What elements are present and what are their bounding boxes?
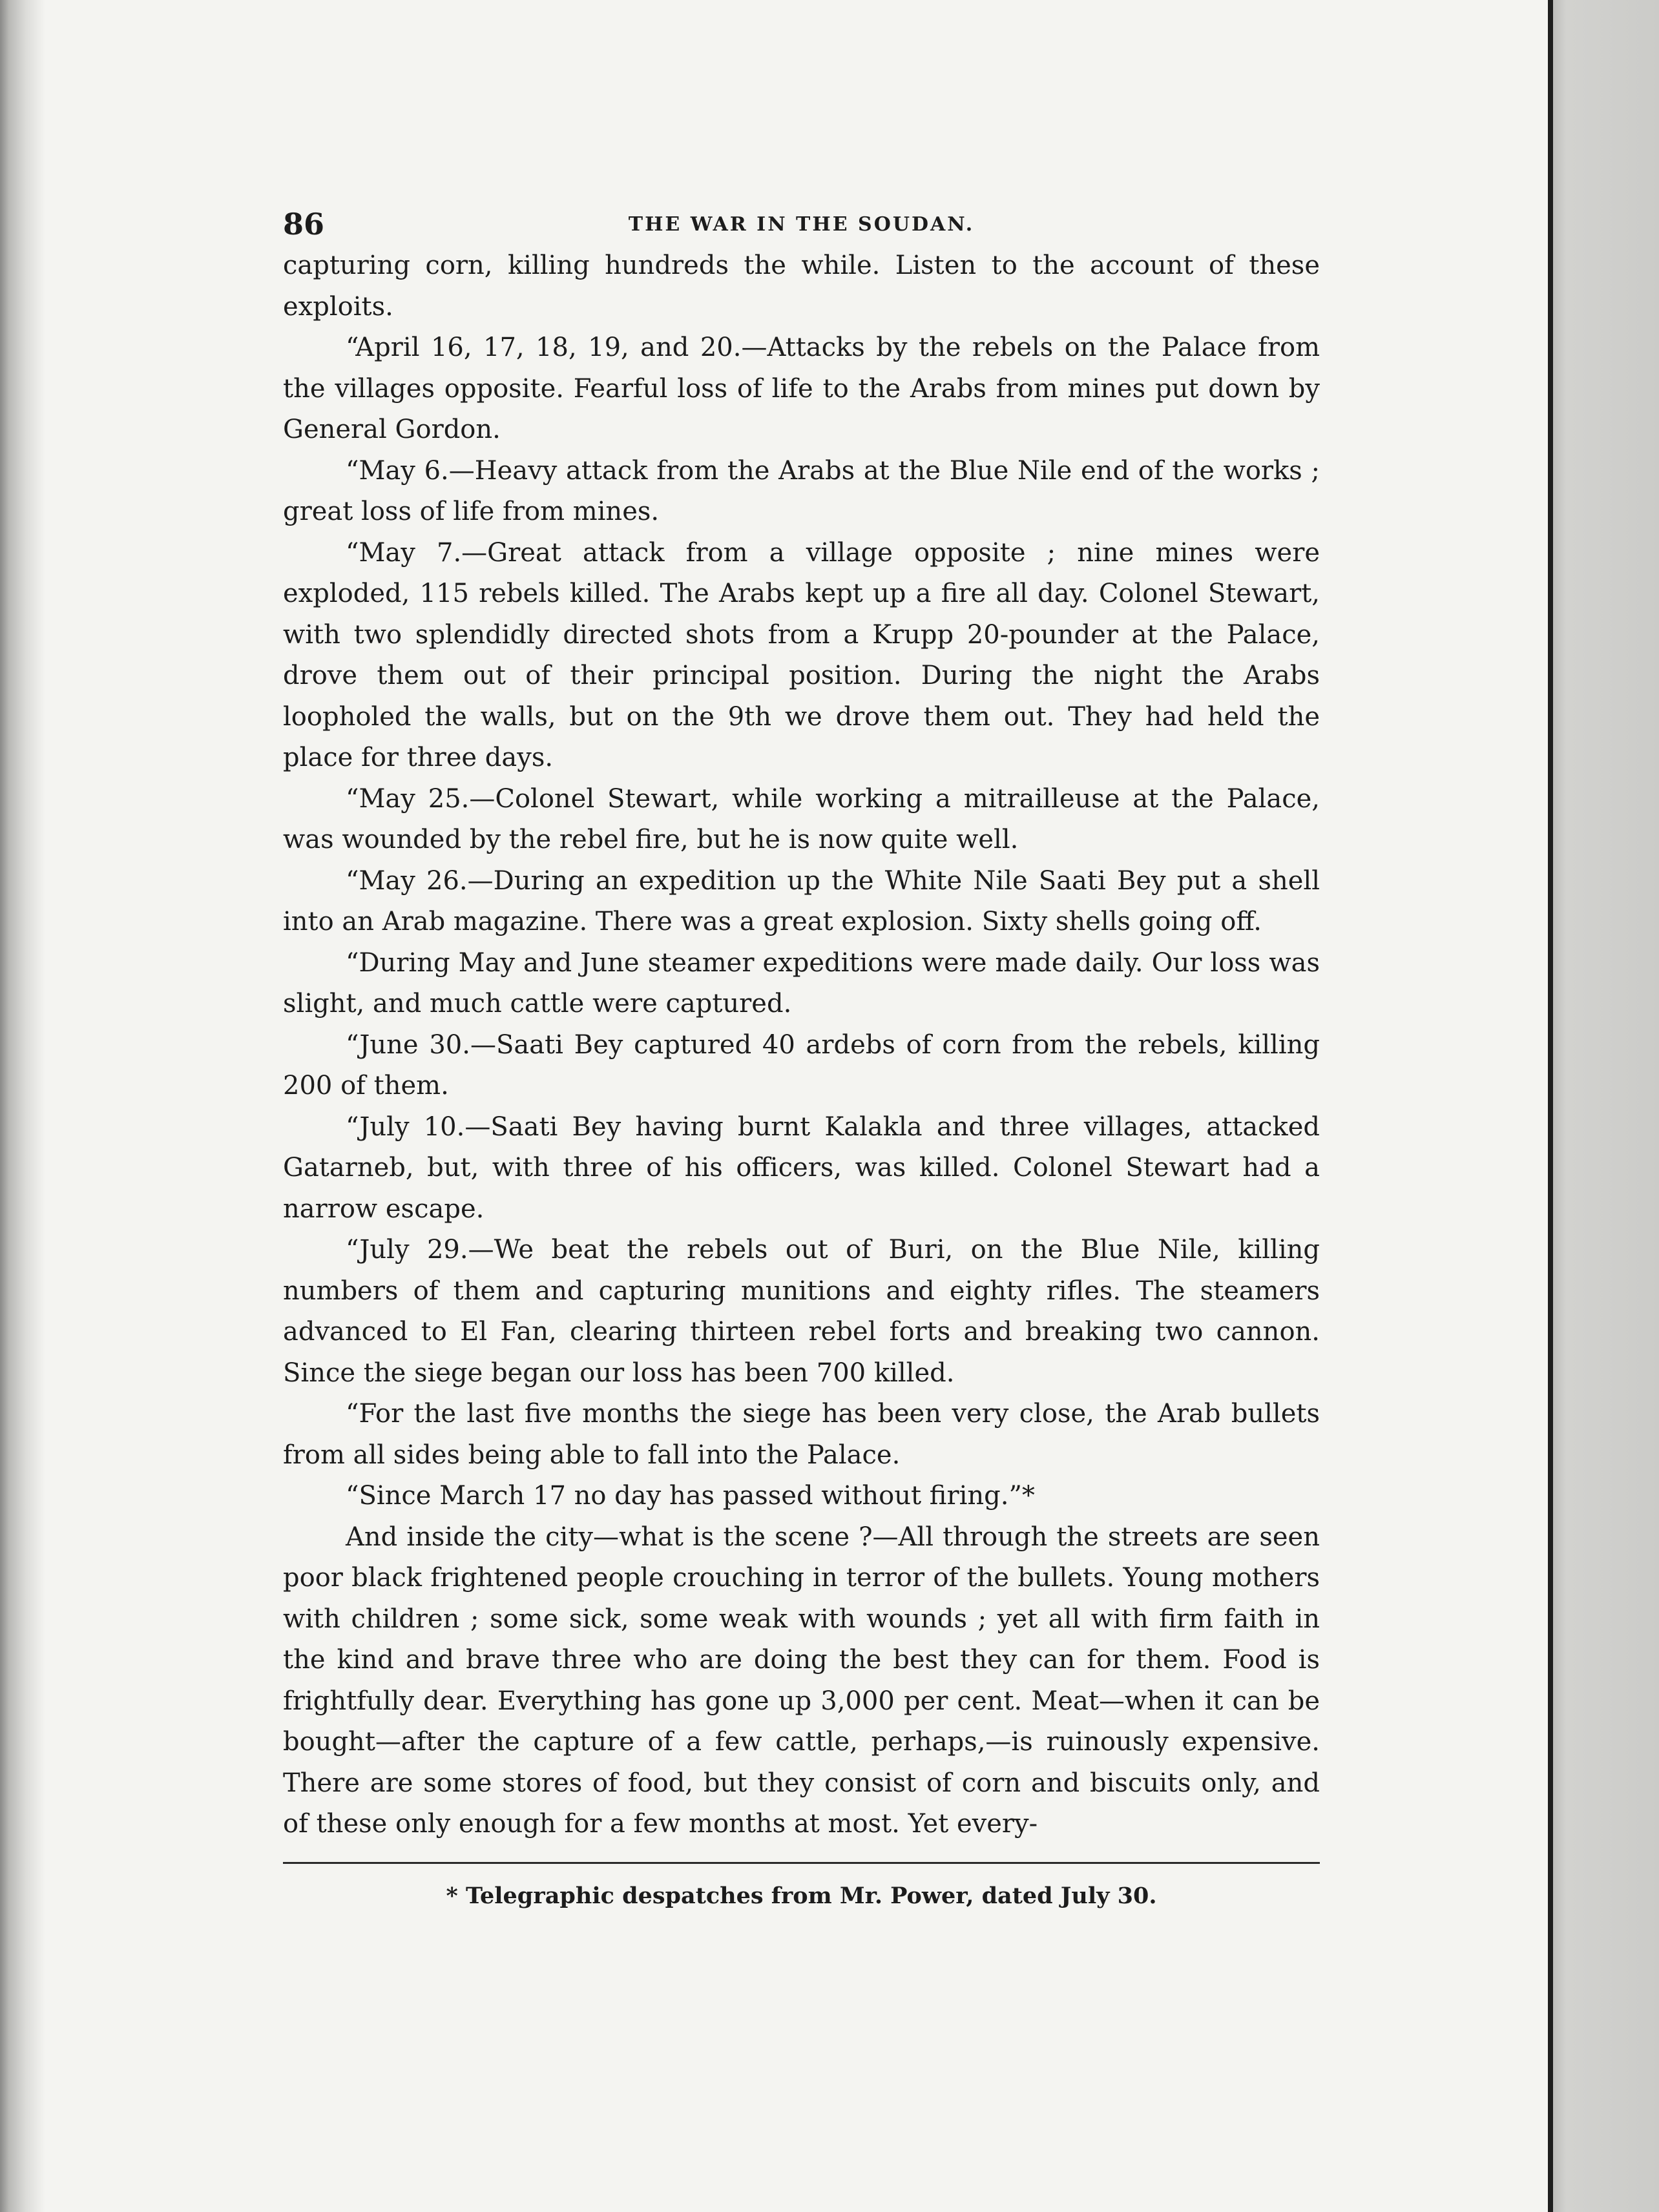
book-page [283,194,1320,1912]
page-number: 86 [283,207,325,242]
scan-right-edge [1548,0,1553,2212]
scan-left-edge [0,0,45,2212]
footnote: * Telegraphic despatches from Mr. Power, dated July 30. [446,1882,1157,1909]
paragraph: And inside the city—what is the scene ?—All through the streets are seen poor black frightened people crouching in terror of the bullets. Young mothers with children ; some sick, some weak with wounds ; yet all with firm faith in the kind and brave three who are doing the best they can for them. Food is frightfully dear. Everything has gone up 3,000 per cent. Meat—when it can be bought—after the capture of a few cattle, perhaps,—is ruinously expensive. There are some stores of food, but they consist of corn and biscuits only, and of these only enough for a few months at most. Yet every- [283,1522,1320,1839]
scan-next-page-shadow [1553,0,1659,2212]
paragraph: “April 16, 17, 18, 19, and 20.—Attacks by the rebels on the Palace from the villages opposite. Fearful loss of life to the Arabs from mines put down by General Gordon. [283,333,1320,444]
paragraph: “May 25.—Colonel Stewart, while working a mitrailleuse at the Palace, was wounded by the rebel fire, but he is now quite well. [283,783,1320,854]
paragraph: “For the last five months the siege has been very close, the Arab bullets from all sides being able to fall into the Palace. [283,1399,1320,1470]
running-head [283,194,1320,245]
paragraph: “July 29.—We beat the rebels out of Buri, on the Blue Nile, killing numbers of them and capturing munitions and eighty rifles. The steamers advanced to El Fan, clearing thirteen rebel forts and breaking two cannon. Since the siege began our loss has been 700 killed. [283,1235,1320,1388]
paragraph: “During May and June steamer expeditions were made daily. Our loss was slight, and much cattle were captured. [283,947,1320,1018]
paragraph: “May 7.—Great attack from a village opposite ; nine mines were exploded, 115 rebels killed. The Arabs kept up a fire all day. Colonel Stewart, with two splendidly directed shots from a Krupp 20-pounder at the Palace, drove them out of their principal position. During the night the Arabs loopholed the walls, but on the 9th we drove them out. They had held the place for three days. [283,537,1320,772]
running-title: THE WAR IN THE SOUDAN. [628,213,975,236]
paragraph: “Since March 17 no day has passed without firing.”* [346,1481,1035,1511]
paragraph: capturing corn, killing hundreds the while. Listen to the account of these exploits. [283,251,1320,322]
paragraph: “June 30.—Saati Bey captured 40 ardebs of corn from the rebels, killing 200 of them. [283,1029,1320,1101]
body-text [283,245,1320,1845]
paragraph: “July 10.—Saati Bey having burnt Kalakla and three villages, attacked Gatarneb, but, with three of his officers, was killed. Colonel Stewart had a narrow escape. [283,1111,1320,1224]
footnote-divider [283,1862,1320,1864]
paragraph: “May 26.—During an expedition up the White Nile Saati Bey put a shell into an Arab magazine. There was a great explosion. Sixty shells going off. [283,865,1320,936]
paragraph: “May 6.—Heavy attack from the Arabs at the Blue Nile end of the works ; great loss of life from mines. [283,455,1320,526]
